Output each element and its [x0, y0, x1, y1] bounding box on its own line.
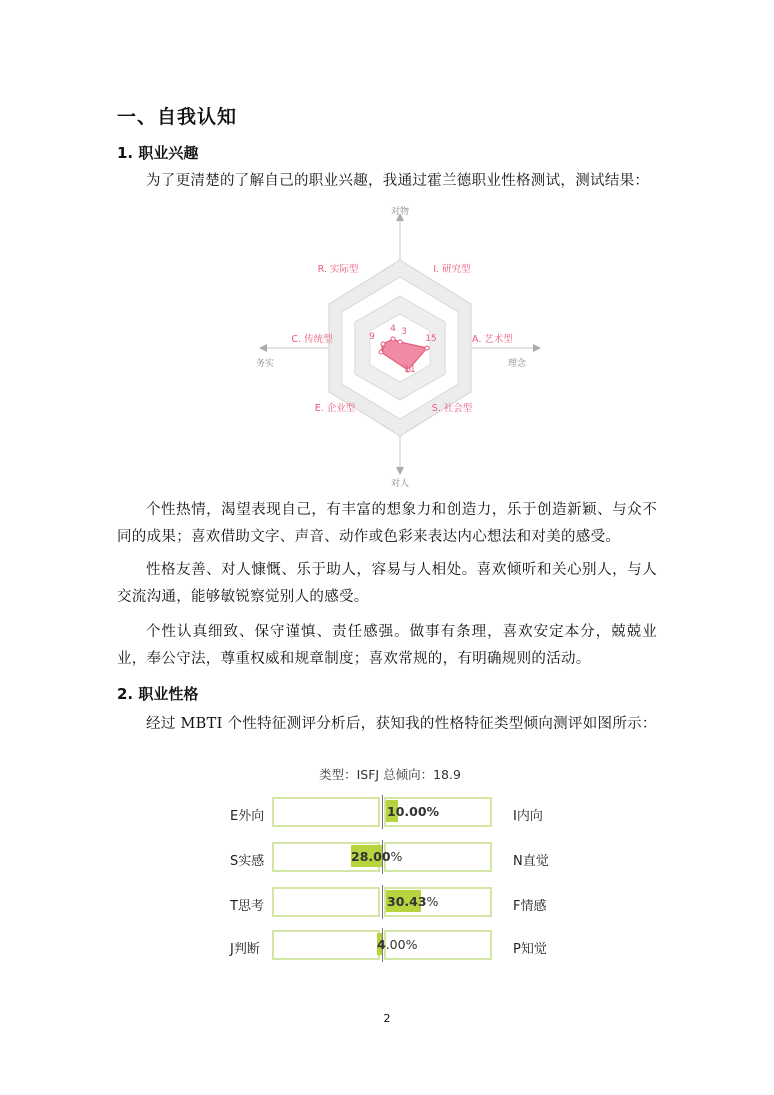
mbti-row-ei — [210, 797, 570, 829]
mbti-label-right: F情感 — [513, 899, 547, 914]
radar-point-r — [391, 337, 395, 341]
intro-paragraph-mbti: 经过 MBTI 个性特征测评分析后，获知我的性格特征类型倾向测评如图所示： — [146, 716, 657, 732]
radar-arrow-bottom — [396, 467, 404, 475]
radar-label-i: I. 研究型 — [433, 264, 471, 275]
mbti-label-left: T思考 — [230, 899, 264, 914]
radar-label-s: S. 社会型 — [431, 403, 473, 414]
mbti-label-left: J判断 — [230, 942, 260, 957]
radar-label-r: R. 实际型 — [317, 264, 359, 275]
mbti-box-left — [272, 930, 380, 960]
radar-label-c: C. 传统型 — [291, 334, 333, 345]
holland-radar-chart — [250, 200, 550, 490]
radar-score-c: 9 — [369, 332, 375, 342]
mbti-percent: 30.43% — [387, 894, 439, 909]
radar-arrow-left — [259, 344, 267, 352]
radar-label-e: E. 企业型 — [314, 403, 356, 414]
radar-axis-bottom-label: 对人 — [390, 479, 410, 489]
mbti-percent: 4.00% — [377, 937, 418, 952]
section-title: 一、自我认知 — [117, 106, 238, 128]
mbti-label-left: E外向 — [230, 809, 265, 824]
radar-point-i — [398, 340, 402, 344]
page-number: 2 — [383, 1012, 391, 1025]
mbti-box-left — [272, 887, 380, 917]
radar-arrow-right — [533, 344, 541, 352]
paragraph-conventional: 个性认真细致、保守谨慎、责任感强。做事有条理，喜欢安定本分，兢兢业业，奉公守法，尊重权威和规章制度；喜欢常规的，有明确规则的活动。 — [117, 624, 657, 667]
radar-axis-top-label: 对物 — [390, 207, 410, 217]
paragraph-artistic: 个性热情，渴望表现自己，有丰富的想象力和创造力，乐于创造新颖、与众不同的成果；喜欢借助文字、声音、动作或色彩来表达内心想法和对美的感受。 — [117, 502, 657, 545]
mbti-chart-title: 类型：ISFJ 总倾向：18.9 — [319, 767, 461, 782]
radar-score-i: 3 — [401, 327, 407, 337]
mbti-row-jp — [210, 930, 570, 962]
subsection-title-personality: 2. 职业性格 — [117, 685, 199, 703]
mbti-divider — [382, 795, 383, 829]
intro-paragraph-interest: 为了更清楚的了解自己的职业兴趣，我通过霍兰德职业性格测试，测试结果： — [146, 173, 650, 189]
radar-score-e: 7 — [380, 345, 386, 355]
mbti-row-sn — [210, 842, 570, 874]
radar-point-a — [425, 346, 429, 350]
mbti-label-right: I内向 — [513, 809, 543, 824]
radar-axis-left-label: 务实 — [256, 359, 275, 369]
radar-score-s: 11 — [404, 365, 416, 375]
radar-axis-right-label: 理念 — [508, 359, 527, 369]
mbti-box-left — [272, 797, 380, 827]
mbti-chart — [210, 765, 570, 965]
mbti-percent: 28.00% — [351, 849, 403, 864]
radar-label-a: A. 艺术型 — [472, 334, 513, 345]
radar-score-r: 4 — [390, 324, 396, 334]
mbti-row-tf — [210, 887, 570, 919]
mbti-divider — [382, 885, 383, 919]
mbti-label-left: S实感 — [230, 854, 265, 869]
mbti-label-right: P知觉 — [513, 942, 547, 957]
radar-score-a: 15 — [425, 334, 437, 344]
paragraph-social: 性格友善、对人慷慨、乐于助人，容易与人相处。喜欢倾听和关心别人，与人交流沟通，能够敏锐察觉别人的感受。 — [117, 562, 657, 605]
subsection-title-interest: 1. 职业兴趣 — [117, 144, 199, 162]
mbti-label-right: N直觉 — [513, 854, 549, 869]
mbti-percent: 10.00% — [387, 804, 440, 819]
